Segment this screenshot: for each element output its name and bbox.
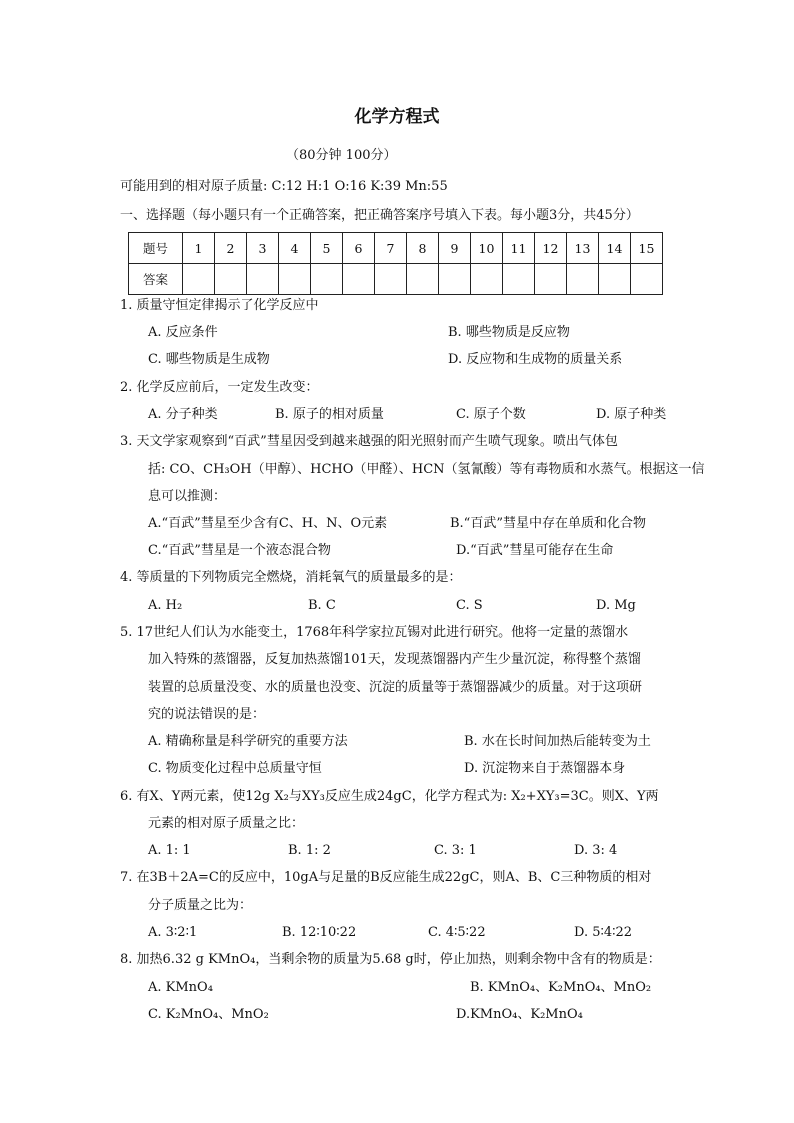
atomic-mass-line: 可能用到的相对原子质量: C:12 H:1 O:16 K:39 Mn:55 <box>120 179 448 194</box>
question-2-option-b: B. 原子的相对质量 <box>275 407 384 422</box>
answer-cell[interactable] <box>599 264 631 295</box>
question-number-cell: 9 <box>439 233 471 264</box>
question-5-option-c: C. 物质变化过程中总质量守恒 <box>148 761 322 776</box>
answer-table-answer-row <box>129 264 663 295</box>
answer-cell[interactable] <box>215 264 247 295</box>
question-8-option-d: D.KMnO₄、K₂MnO₄ <box>456 1007 583 1022</box>
question-7-option-a: A. 3∶2∶1 <box>148 925 198 940</box>
page-title: 化学方程式 <box>354 107 440 127</box>
question-5-option-a: A. 精确称量是科学研究的重要方法 <box>148 734 348 749</box>
question-number-cell: 12 <box>535 233 567 264</box>
question-3-stem-line-2: 括: CO、CH₃OH（甲醇）、HCHO（甲醛）、HCN（氢氰酸）等有毒物质和水蒸气。根据这一信 <box>148 462 705 477</box>
question-8-stem: 8. 加热6.32 g KMnO₄，当剩余物的质量为5.68 g时，停止加热，则剩余物中含有的物质是： <box>120 952 661 967</box>
question-8-option-b: B. KMnO₄、K₂MnO₄、MnO₂ <box>470 980 652 995</box>
question-1-option-a: A. 反应条件 <box>148 325 218 340</box>
table-header-answer: 答案 <box>129 264 183 295</box>
answer-cell[interactable] <box>535 264 567 295</box>
question-5-stem-line-2: 加入特殊的蒸馏器，反复加热蒸馏101天，发现蒸馏器内产生少量沉淀，称得整个蒸馏 <box>148 652 641 667</box>
answer-cell[interactable] <box>247 264 279 295</box>
question-5-option-b: B. 水在长时间加热后能转变为土 <box>464 734 651 749</box>
question-number-cell: 15 <box>631 233 663 264</box>
question-8-option-c: C. K₂MnO₄、MnO₂ <box>148 1007 269 1022</box>
question-3-option-a: A.“百武”彗星至少含有C、H、N、O元素 <box>148 516 388 531</box>
question-7-stem-line-1: 7. 在3B＋2A=C的反应中，10gA与足量的B反应能生成22gC，则A、B、C三种物质的相对 <box>120 870 652 885</box>
answer-cell[interactable] <box>343 264 375 295</box>
question-number-cell: 6 <box>343 233 375 264</box>
question-3-option-c: C.“百武”彗星是一个液态混合物 <box>148 543 331 558</box>
question-6-option-b: B. 1: 2 <box>288 843 331 858</box>
question-5-stem-line-3: 装置的总质量没变、水的质量也没变、沉淀的质量等于蒸馏器减少的质量。对于这项研 <box>148 680 643 695</box>
question-1-option-b: B. 哪些物质是反应物 <box>448 325 570 340</box>
question-6-option-d: D. 3: 4 <box>574 843 618 858</box>
answer-cell[interactable] <box>311 264 343 295</box>
answer-cell[interactable] <box>375 264 407 295</box>
answer-cell[interactable] <box>439 264 471 295</box>
question-8-option-a: A. KMnO₄ <box>148 980 213 995</box>
question-number-cell: 5 <box>311 233 343 264</box>
question-7-option-d: D. 5∶4∶22 <box>574 925 633 940</box>
question-number-cell: 3 <box>247 233 279 264</box>
question-6-stem-line-2: 元素的相对原子质量之比： <box>148 816 305 831</box>
question-5-stem-line-4: 究的说法错误的是： <box>148 707 266 722</box>
question-3-option-b: B.“百武”彗星中存在单质和化合物 <box>450 516 646 531</box>
section-heading: 一、选择题（每小题只有一个正确答案，把正确答案序号填入下表。每小题3分，共45分） <box>120 208 639 223</box>
question-7-stem-line-2: 分子质量之比为： <box>148 898 253 913</box>
answer-table-number-row <box>129 233 663 264</box>
question-3-stem-line-3: 息可以推测： <box>148 489 227 504</box>
question-4-stem: 4. 等质量的下列物质完全燃烧，消耗氧气的质量最多的是： <box>120 570 462 585</box>
question-1-option-d: D. 反应物和生成物的质量关系 <box>448 352 623 367</box>
question-2-option-a: A. 分子种类 <box>148 407 218 422</box>
table-header-number: 题号 <box>129 233 183 264</box>
question-4-option-a: A. H₂ <box>148 598 183 613</box>
question-6-stem-line-1: 6. 有X、Y两元素，使12g X₂与XY₃反应生成24gC，化学方程式为: X₂+XY₃=3C。则X、Y两 <box>120 789 659 804</box>
question-number-cell: 1 <box>183 233 215 264</box>
question-6-option-a: A. 1: 1 <box>148 843 191 858</box>
question-6-option-c: C. 3: 1 <box>434 843 477 858</box>
subtitle: （80分钟 100分） <box>286 148 397 163</box>
question-number-cell: 4 <box>279 233 311 264</box>
question-number-cell: 10 <box>471 233 503 264</box>
question-7-option-c: C. 4∶5∶22 <box>428 925 486 940</box>
answer-cell[interactable] <box>279 264 311 295</box>
answer-cell[interactable] <box>183 264 215 295</box>
question-5-stem-line-1: 5. 17世纪人们认为水能变土，1768年科学家拉瓦锡对此进行研究。他将一定量的蒸馏水 <box>120 625 629 640</box>
question-number-cell: 13 <box>567 233 599 264</box>
question-number-cell: 7 <box>375 233 407 264</box>
question-2-option-c: C. 原子个数 <box>456 407 526 422</box>
question-4-option-c: C. S <box>456 598 483 613</box>
question-3-stem-line-1: 3. 天文学家观察到“百武”彗星因受到越来越强的阳光照射而产生喷气现象。喷出气体包 <box>120 434 618 449</box>
question-3-option-d: D.“百武”彗星可能存在生命 <box>456 543 614 558</box>
question-5-option-d: D. 沉淀物来自于蒸馏器本身 <box>464 761 626 776</box>
answer-cell[interactable] <box>631 264 663 295</box>
answer-cell[interactable] <box>471 264 503 295</box>
question-2-option-d: D. 原子种类 <box>596 407 667 422</box>
question-2-stem: 2. 化学反应前后，一定发生改变： <box>120 380 319 395</box>
answer-cell[interactable] <box>567 264 599 295</box>
question-number-cell: 2 <box>215 233 247 264</box>
answer-table <box>128 232 663 295</box>
question-number-cell: 11 <box>503 233 535 264</box>
answer-cell[interactable] <box>503 264 535 295</box>
question-4-option-b: B. C <box>308 598 336 613</box>
question-4-option-d: D. Mg <box>596 598 636 613</box>
question-1-stem: 1. 质量守恒定律揭示了化学反应中 <box>120 298 319 313</box>
question-1-option-c: C. 哪些物质是生成物 <box>148 352 270 367</box>
answer-cell[interactable] <box>407 264 439 295</box>
question-number-cell: 8 <box>407 233 439 264</box>
question-number-cell: 14 <box>599 233 631 264</box>
question-7-option-b: B. 12∶10∶22 <box>282 925 357 940</box>
